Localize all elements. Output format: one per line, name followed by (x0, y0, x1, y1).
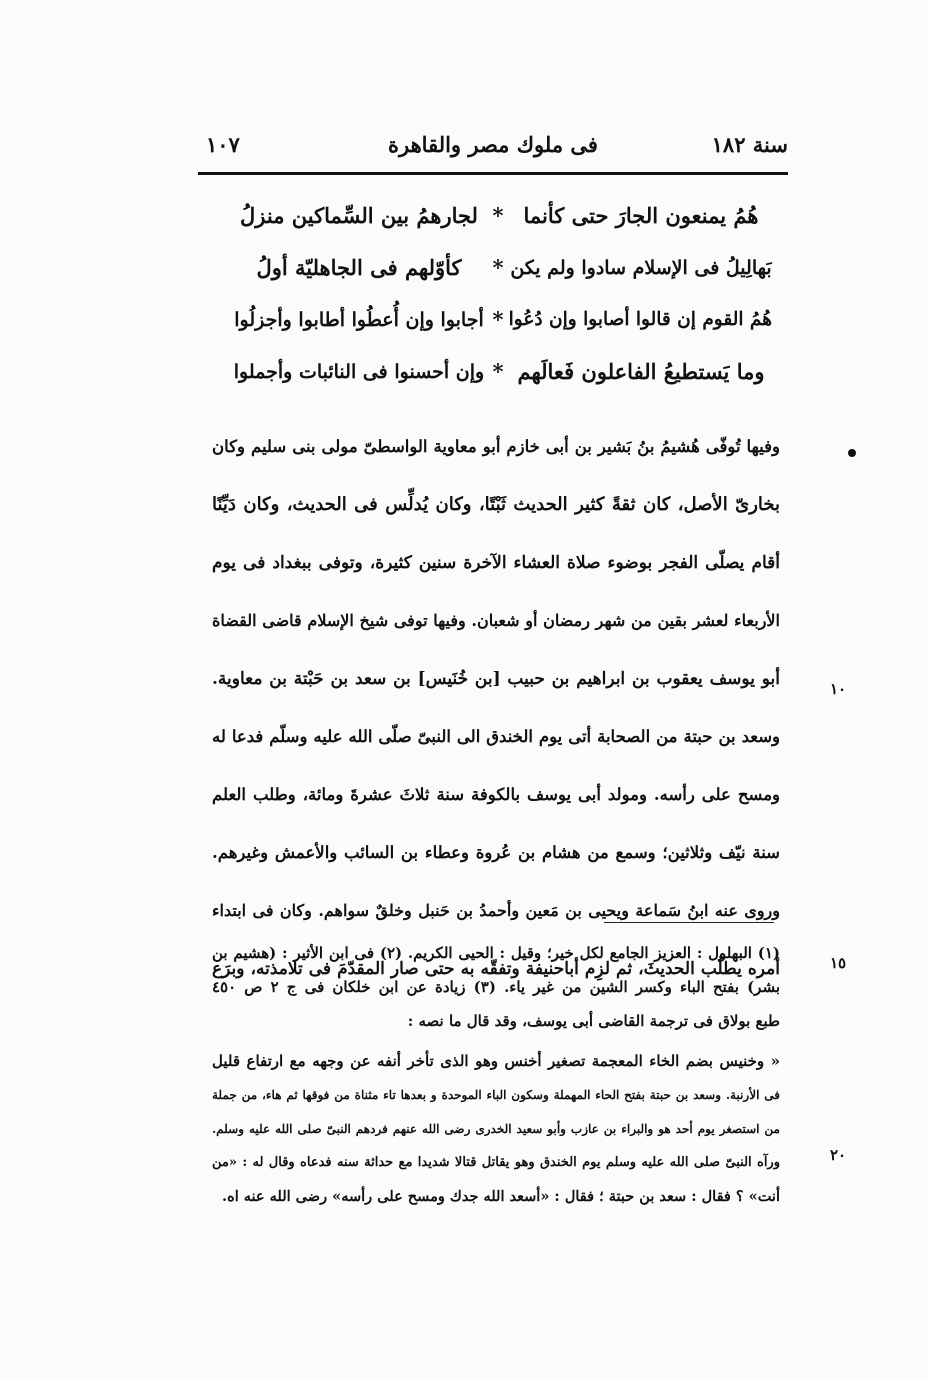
verse (232, 242, 772, 294)
verse (232, 346, 772, 398)
verse-first-hemistich: هُمُ يمنعون الجارَ حتى كأنما (523, 203, 759, 228)
page-number: ١٠٧ (206, 132, 240, 157)
body-line: ومسح على رأسه. ومولد أبى يوسف بالكوفة سنة ثلاثَ عشرةَ ومائة، وطلب العلم (212, 785, 780, 804)
footnote-line: طبع بولاق فى ترجمة القاضى أبى يوسف، وقد قال ما نصه : (407, 1012, 780, 1030)
verse-second-hemistich: أجابوا وإن أُعطُوا أطابوا وأجزلُوا (234, 309, 484, 331)
body-line: وسعد بن حبتة من الصحابة أتى يوم الخندق الى النبىّ صلّى الله عليه وسلّم فدعا له (212, 727, 780, 746)
verse-second-hemistich: لجارهمُ بين السِّماكين منزلُ (240, 203, 478, 228)
body-line: وفيها تُوفّى هُشيمُ بنُ بَشير بن أبى خازم أبو معاوية الواسطىّ مولى بنى سليم وكان (212, 437, 780, 456)
footnote-line: فى الأرنبة. وسعد بن حبتة بفتح الحاء المهملة وسكون الباء الموحدة و بعدها تاء مثناة من فوقها ثم هاء، من جملة (212, 1088, 780, 1102)
body-line: أبو يوسف يعقوب بن ابراهيم بن حبيب [بن خُنَيس] بن سعد بن حَبْتة بن معاوية. (212, 669, 780, 689)
line-number-20: ٢٠ (829, 1146, 847, 1164)
verse-second-hemistich: كأوّلهم فى الجاهليّة أولُ (256, 255, 462, 280)
verse-first-hemistich: هُمُ القوم إن قالوا أصابوا وإن دُعُوا (508, 309, 772, 330)
body-line: سنة نيّف وثلاثين؛ وسمع من هشام بن عُروة وعطاء بن السائب والأعمش وغيرهم. (212, 843, 780, 862)
verse-first-hemistich: بَهالِيلُ فى الإسلام سادوا ولم يكن (510, 257, 772, 279)
body-line: بخارىّ الأصل، كان ثقةً كثير الحديث ثَبْتًا، وكان يُدلِّس فى الحديث، وكان دَيِّنًا (212, 494, 780, 515)
footnotes (212, 936, 780, 1214)
footnote-line: « وخنيس بضم الخاء المعجمة تصغير أخنس وهو الذى تأخر أنفه عن وجهه مع ارتفاع قليل (212, 1052, 780, 1070)
verse (232, 190, 772, 242)
body-line: الأربعاء لعشر بقين من شهر رمضان أو شعبان. وفيها توفى شيخ الإسلام قاضى القضاة (212, 611, 780, 630)
footnote-line: بشر) بفتح الباء وكسر الشين من غير ياء. (٣) زيادة عن ابن خلكان فى ج ٢ ص ٤٥٠ (212, 978, 780, 996)
body-text (212, 418, 780, 998)
body-line: أمره يطلُب الحديثَ، ثم لزِم أباحنيفة وتفقّه به حتى صار المقدّمَ فى تلامذته، وبرَع (212, 959, 780, 979)
margin-bullet (848, 449, 856, 457)
footnote-line: أنت» ؟ فقال : سعد بن حبتة ؛ فقال : «أسعد الله جدك ومسح على رأسه» رضى الله عنه اه. (222, 1188, 780, 1205)
verse-separator: * (492, 255, 504, 280)
line-number-15: ١٥ (829, 954, 847, 972)
verse (232, 294, 772, 346)
year-label: سنة ١٨٢ (711, 132, 788, 157)
body-line: أقام يصلّى الفجر بوضوء صلاة العشاء الآخرة سنين كثيرة، وتوفى ببغداد فى يوم (212, 553, 780, 573)
footnote-rule (604, 922, 774, 923)
verse-separator: * (492, 307, 504, 332)
line-number-10: ١٠ (829, 680, 847, 698)
verse-separator: * (492, 203, 504, 228)
body-line: وروى عنه ابنُ سَماعة ويحيى بن مَعين وأحمدُ بن حَنبل وخلقٌ سواهم. وكان فى ابتداء (212, 901, 780, 920)
running-header (198, 128, 788, 168)
footnote-line: (١) البهلول : العزيز الجامع لكل خير؛ وقيل : الحيى الكريم. (٢) فى ابن الأثير : (هشيم بن (212, 944, 780, 962)
footnote-line: من استصغر يوم أحد هو والبراء بن عازب وأبو سعيد الخدرى رضى الله عنهم فردهم النبىّ صلى الله عليه وسلم. (212, 1122, 780, 1136)
footnote-line: ورآه النبىّ صلى الله عليه وسلم يوم الخندق وهو يقاتل قتالا شديدا مع حداثة سنه فدعاه وقال له : «من (212, 1155, 780, 1170)
poem (232, 190, 772, 398)
header-rule (198, 172, 788, 175)
verse-second-hemistich: وإن أحسنوا فى النائبات وأجملوا (233, 361, 485, 383)
verse-separator: * (492, 359, 504, 384)
header-title: فى ملوك مصر والقاهرة (388, 132, 598, 157)
verse-first-hemistich: وما يَستطيعُ الفاعلون فَعالَهم (517, 359, 765, 384)
